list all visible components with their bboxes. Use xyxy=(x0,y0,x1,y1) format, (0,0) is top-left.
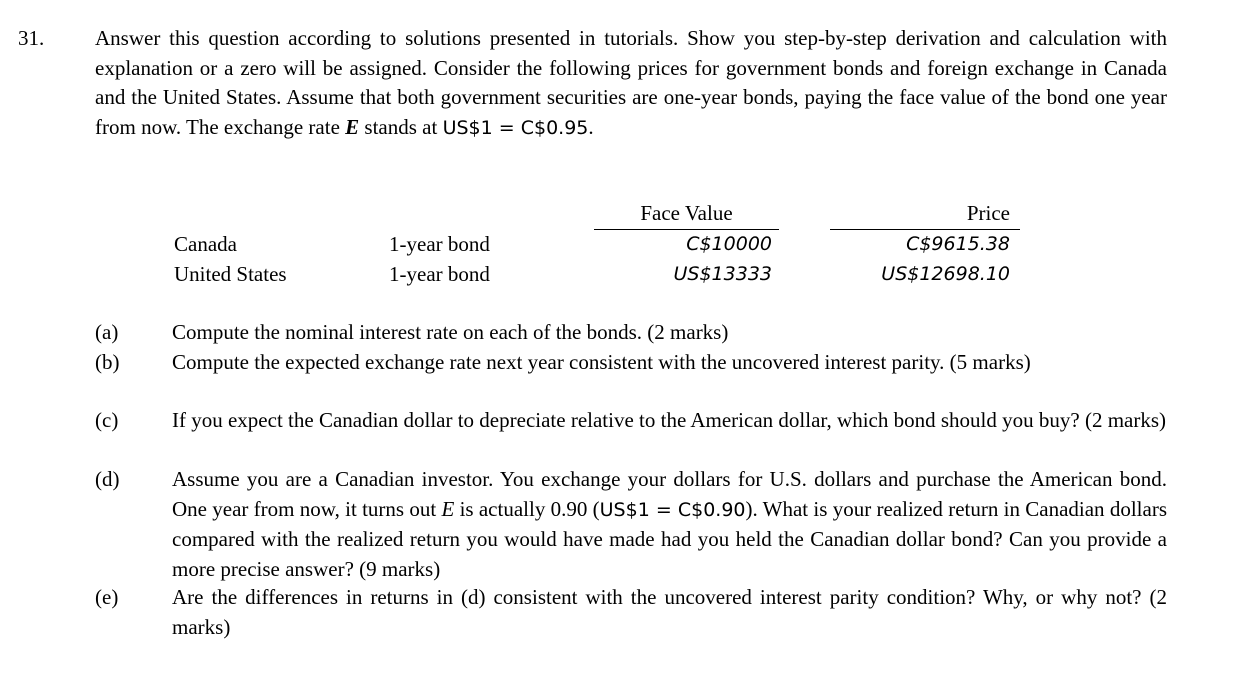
intro-text: Answer this question according to solutions presented in tutorials. Show you step-by-step derivation and calculation with explanation or a zero will be assigned. Consider the following prices for government bonds and foreign exchange in Canada and the United States. Assume that both government securities are one-year bonds, paying the face value of the bond one year from now. The exchange rate xyxy=(95,26,1167,139)
row-canada-bond: 1-year bond xyxy=(389,232,490,256)
part-d-text-c: ). What is your realized return in Canadian dollars compared with the realized return you would have made had you held the Canadian dollar bond? Can you provide a more precise answer? (9 marks) xyxy=(172,496,1167,581)
header-face-value: Face Value xyxy=(640,201,733,225)
row-us-country: United States xyxy=(174,262,287,286)
question-number: 31. xyxy=(18,26,45,50)
row-us-bond: 1-year bond xyxy=(389,262,490,286)
header-price: Price xyxy=(966,201,1010,225)
row-us-face-value: US$13333 xyxy=(673,263,772,285)
part-e-text: Are the differences in returns in (d) consistent with the uncovered interest parity condition? Why, or why not? (2 marks) xyxy=(172,585,1167,639)
part-d-symbol: E xyxy=(441,496,455,521)
question-intro xyxy=(95,24,1167,143)
intro-end: . xyxy=(588,114,594,139)
part-d-text xyxy=(172,465,1167,584)
exchange-rate: US$1 = C$0.95 xyxy=(442,116,589,139)
part-a-label: (a) xyxy=(95,320,119,344)
row-canada-country: Canada xyxy=(174,232,237,256)
part-e-label: (e) xyxy=(95,585,119,609)
part-d-label: (d) xyxy=(95,467,120,491)
part-a-text: Compute the nominal interest rate on each of the bonds. (2 marks) xyxy=(172,320,729,344)
part-d-rate: US$1 = C$0.90 xyxy=(599,498,746,521)
part-c-label: (c) xyxy=(95,408,119,432)
row-canada-face-value: C$10000 xyxy=(686,233,772,255)
row-us-price: US$12698.10 xyxy=(881,263,1010,285)
part-b-label: (b) xyxy=(95,350,120,374)
part-d-text-a: Assume you are a Canadian investor. You exchange your dollars for U.S. dollars and purchase the American bond. One year from now, it turns out xyxy=(172,467,1167,521)
header-price-rule xyxy=(830,229,1020,230)
intro-mid: stands at xyxy=(359,114,443,139)
part-c-text: If you expect the Canadian dollar to depreciate relative to the American dollar, which bond should you buy? (2 marks) xyxy=(172,408,1167,432)
exchange-symbol: E xyxy=(345,114,360,139)
part-b-text: Compute the expected exchange rate next year consistent with the uncovered interest parity. (5 marks) xyxy=(172,350,1031,374)
header-face-value-rule xyxy=(594,229,779,230)
row-canada-price: C$9615.38 xyxy=(906,233,1010,255)
part-d-text-b: is actually 0.90 ( xyxy=(454,496,600,521)
